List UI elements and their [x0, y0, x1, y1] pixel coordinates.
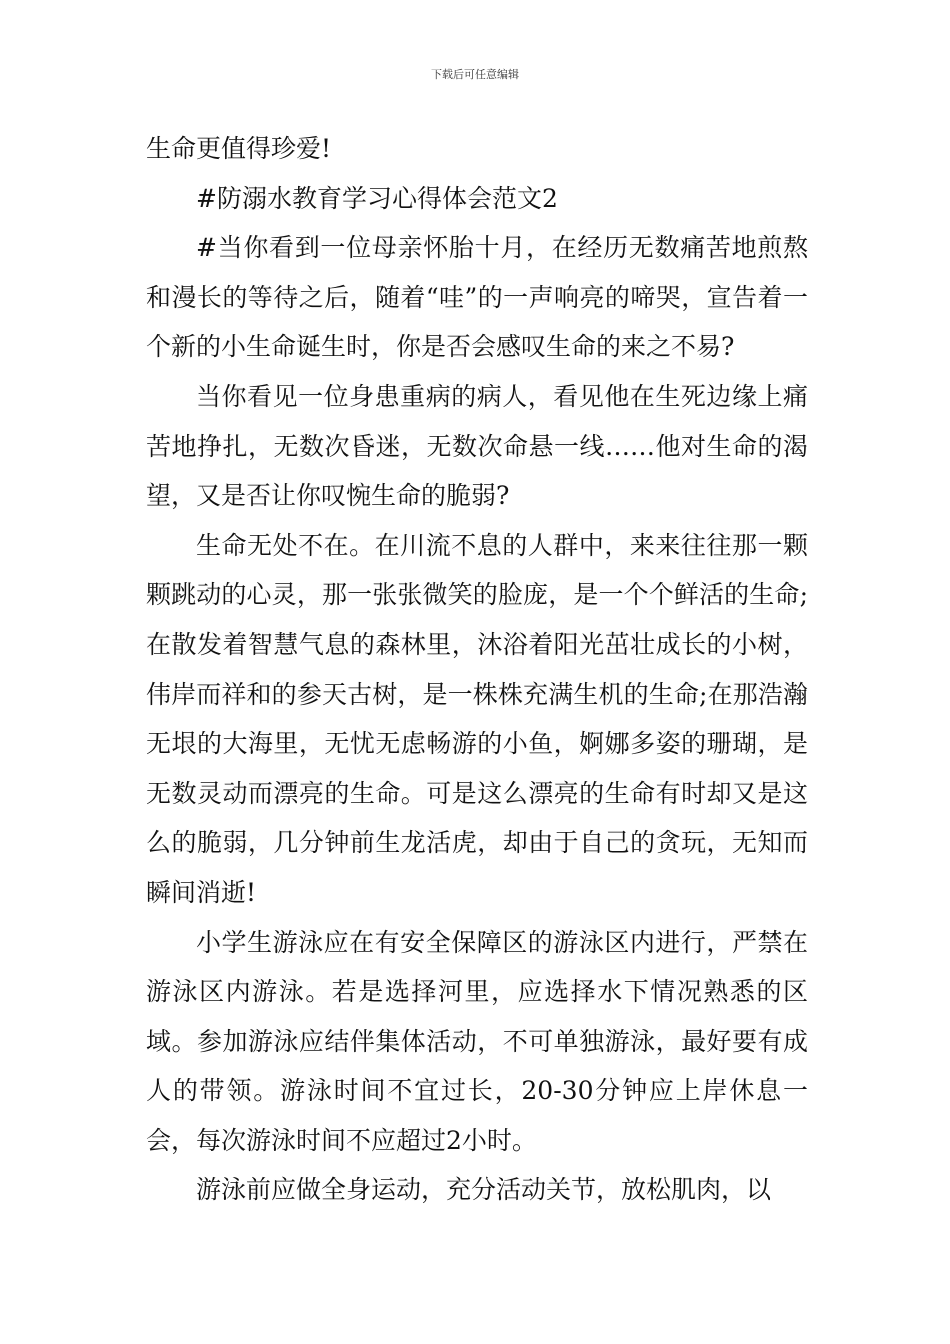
paragraph: #当你看到一位母亲怀胎十月，在经历无数痛苦地煎熬和漫长的等待之后，随着“哇”的一声响亮的啼哭，宣告着一个新的小生命诞生时，你是否会感叹生命的来之不易?	[146, 233, 808, 362]
paragraph: 小学生游泳应在有安全保障区的游泳区内进行，严禁在游泳区内游泳。若是选择河里，应选择水下情况熟悉的区域。参加游泳应结伴集体活动，不可单独游泳，最好要有成人的带领。游泳时间不宜过长，20-30分钟应上岸休息一会，每次游泳时间不应超过2小时。	[146, 927, 808, 1155]
paragraph: 当你看见一位身患重病的病人，看见他在生死边缘上痛苦地挣扎，无数次昏迷，无数次命悬一线……他对生命的渴望，又是否让你叹惋生命的脆弱?	[146, 381, 808, 511]
document-body	[146, 124, 808, 1215]
paragraph-continuation: 生命更值得珍爱!	[146, 134, 332, 163]
section-heading: #防溺水教育学习心得体会范文2	[196, 183, 558, 213]
page-header: 下载后可任意编辑	[431, 68, 519, 81]
paragraph: 游泳前应做全身运动，充分活动关节，放松肌肉，以	[196, 1175, 772, 1205]
paragraph: 生命无处不在。在川流不息的人群中，来来往往那一颗颗跳动的心灵，那一张张微笑的脸庞，是一个个鲜活的生命;在散发着智慧气息的森林里，沐浴着阳光茁壮成长的小树，伟岸而祥和的参天古树，是一株株充满生机的生命;在那浩瀚无垠的大海里，无忧无虑畅游的小鱼，婀娜多姿的珊瑚，是无数灵动而漂亮的生命。可是这么漂亮的生命有时却又是这么的脆弱，几分钟前生龙活虎，却由于自己的贪玩，无知而瞬间消逝!	[146, 530, 808, 907]
